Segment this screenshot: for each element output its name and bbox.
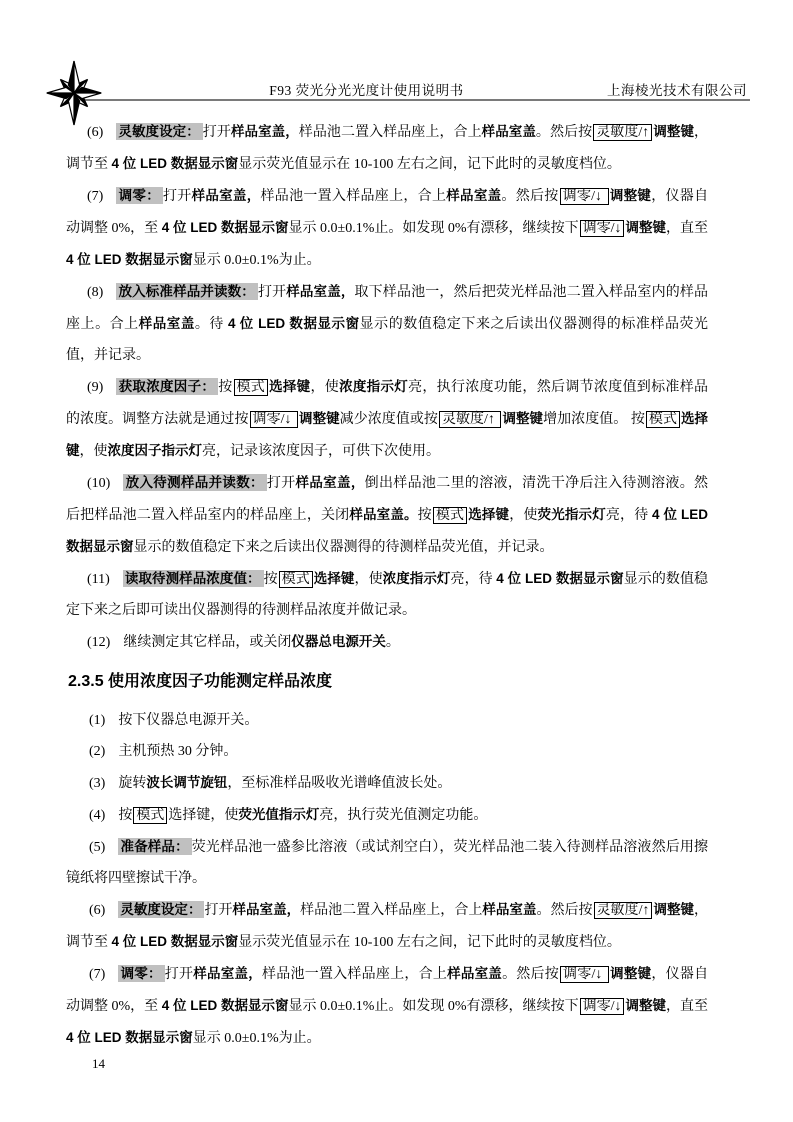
page-number: 14 (92, 1056, 105, 1071)
key-button-label: 灵敏度/↑ (439, 411, 502, 428)
bold-text-run: 样品室盖 (138, 316, 195, 331)
text-run: 打开 (202, 125, 231, 140)
text-run: 显示荧光值显示在 10-100 左右之间，记下此时的灵敏度档位。 (238, 935, 621, 950)
text-run: 亮，执行浓度功能，然后调节浓度值到标准样品的浓度。调整方法就是通过按 (66, 380, 708, 427)
text-run: 按 (417, 508, 432, 523)
key-button-label: 调零/↓ (580, 220, 625, 237)
text-run: 减少浓度值或按 (339, 412, 438, 427)
procedure-list-top (66, 116, 708, 658)
paragraph (66, 736, 708, 767)
text-run: 显示 0.0±0.1%止。如发现 0%有漂移，继续按下 (288, 999, 579, 1014)
bold-text-run: 4 位 LED 数据显示窗 (111, 934, 239, 949)
item-number: (5) (89, 840, 106, 855)
text-run: ，使 (310, 380, 340, 395)
text-run: 继续测定其它样品，或关闭 (123, 635, 292, 650)
paragraph (66, 894, 708, 958)
key-button-label: 模式 (234, 379, 269, 396)
text-run: 显示荧光值显示在 10-100 左右之间，记下此时的灵敏度档位。 (238, 157, 621, 172)
bold-text-run: 4 位 LED 数据显示窗 (66, 507, 709, 554)
bold-text-run: 4 位 LED 数据显示窗 (66, 1030, 193, 1045)
item-number: (6) (89, 903, 106, 918)
bold-text-run: 样品室盖， (286, 284, 355, 299)
item-number: (11) (87, 572, 110, 587)
bold-text-run: 调整键 (653, 902, 695, 917)
bold-text-run: 样品室盖， (295, 475, 365, 490)
bold-text-run: 样品室盖 (482, 902, 537, 917)
text-run: 。然后按 (535, 125, 593, 140)
text-run: ，使 (79, 444, 108, 459)
highlighted-label: 获取浓度因子： (116, 378, 218, 395)
text-run: ，至标准样品吸收光谱峰值波长处。 (227, 776, 452, 791)
item-number: (6) (87, 125, 104, 140)
paragraph (66, 116, 708, 180)
text-run: 。然后按 (501, 189, 559, 204)
paragraph (66, 563, 708, 626)
text-run: 打开 (164, 967, 194, 982)
bold-text-run: 4 位 LED 数据显示窗 (228, 316, 360, 331)
text-run: 亮，记录该浓度因子，可供下次使用。 (202, 444, 440, 459)
text-run: ，调节至 (66, 903, 709, 950)
bold-text-run: 选择键 (468, 507, 510, 522)
text-run: ，仪器自动调整 0%，至 (66, 189, 709, 236)
text-run: 显示的数值稳定下来之后读出仪器测得的待测样品荧光值，并记录。 (133, 540, 554, 555)
text-run: 倒出样品池二里的溶液，清洗干净后注入待测溶液。然后把样品池二置入样品室内的样品座上，关闭 (66, 476, 709, 523)
bold-text-run: 样品室盖。 (349, 507, 418, 522)
bold-text-run: 调整键 (625, 220, 666, 235)
bold-text-run: 荧光值指示灯 (238, 807, 320, 822)
paragraph (66, 958, 708, 1054)
bold-text-run: 样品室盖， (230, 124, 299, 139)
paragraph (66, 467, 708, 563)
key-button-label: 模式 (646, 411, 680, 428)
item-number: (8) (87, 285, 104, 300)
item-number: (4) (89, 808, 106, 823)
item-number: (2) (89, 744, 106, 759)
bold-text-run: 样品室盖， (232, 902, 301, 917)
text-run: 旋转 (118, 776, 147, 791)
paragraph (66, 276, 708, 371)
bold-text-run: 样品室盖 (481, 124, 536, 139)
bold-text-run: 样品室盖 (447, 966, 503, 981)
bold-text-run: 浓度因子指示灯 (107, 443, 202, 458)
text-run: 显示 0.0±0.1%止。如发现 0%有漂移，继续按下 (288, 221, 579, 236)
key-button-label: 调零/↓ (560, 188, 609, 205)
bold-text-run: 样品室盖， (191, 188, 261, 203)
text-run: ，仪器自动调整 0%，至 (66, 967, 709, 1014)
text-run: 。然后按 (536, 903, 593, 918)
bold-text-run: 选择键 (313, 571, 355, 586)
text-run: 显示的数值稳定下来之后读出仪器测得的标准样品荧光值，并记录。 (66, 317, 709, 363)
bold-text-run: 波长调节旋钮 (146, 775, 228, 790)
text-run: 显示 0.0±0.1%为止。 (192, 253, 321, 268)
highlighted-label: 放入待测样品并读数： (123, 474, 267, 491)
key-button-label: 灵敏度/↑ (594, 902, 653, 919)
item-number: (7) (89, 967, 106, 982)
item-number: (3) (89, 776, 106, 791)
bold-text-run: 4 位 LED 数据显示窗 (496, 571, 624, 586)
bold-text-run: 调整键 (653, 124, 695, 139)
text-run: 。 (385, 635, 400, 650)
bold-text-run: 选择键 (269, 379, 311, 394)
text-run: 显示的数值稳定下来之后即可读出仪器测得的待测样品浓度并做记录。 (66, 572, 709, 618)
bold-text-run: 选择键 (66, 411, 709, 458)
paragraph (66, 767, 708, 799)
highlighted-label: 放入标准样品并读数： (116, 283, 258, 300)
text-run: 亮，待 (450, 572, 497, 587)
text-run: 按 (218, 380, 233, 395)
text-run: 样品池一置入样品座上，合上 (260, 189, 447, 204)
item-number: (12) (87, 635, 111, 650)
bold-text-run: 样品室盖 (446, 188, 502, 203)
paragraph (66, 180, 708, 276)
document-title: F93 荧光分光光度计使用说明书 (269, 83, 464, 98)
text-run: 打开 (204, 903, 233, 918)
text-run: 按 (263, 572, 278, 587)
text-run: ，直至 (666, 999, 709, 1014)
text-run: 样品池二置入样品座上，合上 (300, 903, 483, 918)
text-run: 显示 0.0±0.1%为止。 (192, 1031, 321, 1046)
bold-text-run: 调整键 (610, 966, 652, 981)
key-button-label: 灵敏度/↑ (593, 124, 652, 141)
key-button-label: 调零/↓ (560, 966, 609, 983)
key-button-label: 模式 (133, 807, 167, 824)
text-run: 增加浓度值。 按 (543, 412, 645, 427)
bold-text-run: 4 位 LED 数据显示窗 (161, 998, 289, 1013)
text-run: 。然后按 (502, 967, 560, 982)
text-run: 取下样品池一，然后把荧光样品池二置入样品室内的样品座上。合上 (66, 285, 709, 332)
paragraph (66, 371, 708, 467)
text-run: 按下仪器总电源开关。 (118, 713, 259, 728)
text-run: 按 (118, 808, 133, 823)
bold-text-run: 浓度指示灯 (382, 571, 451, 586)
bold-text-run: 仪器总电源开关 (291, 634, 386, 649)
text-run: 亮，执行荧光值测定功能。 (319, 808, 488, 823)
key-button-label: 模式 (433, 507, 467, 524)
procedure-list-bottom (66, 705, 708, 1054)
bold-text-run: 调整键 (502, 411, 544, 426)
bold-text-run: 4 位 LED 数据显示窗 (161, 220, 289, 235)
highlighted-label: 读取待测样品浓度值： (123, 570, 264, 587)
header-rule (78, 99, 750, 101)
text-run: ，调节至 (66, 125, 709, 172)
paragraph (66, 831, 708, 894)
text-run: 选择键，使 (168, 808, 239, 823)
text-run: 样品池一置入样品座上，合上 (261, 967, 448, 982)
bold-text-run: 4 位 LED 数据显示窗 (111, 156, 239, 171)
text-run: ，使 (354, 572, 383, 587)
text-run: 样品池二置入样品座上，合上 (298, 125, 482, 140)
bold-text-run: 荧光指示灯 (537, 507, 606, 522)
text-run: 。待 (194, 317, 228, 332)
item-number: (7) (87, 189, 104, 204)
paragraph (66, 626, 708, 658)
text-run: ，直至 (666, 221, 709, 236)
bold-text-run: 样品室盖， (193, 966, 262, 981)
highlighted-label: 灵敏度设定： (118, 901, 204, 918)
highlighted-label: 准备样品： (118, 838, 191, 855)
page-content (66, 116, 708, 1054)
key-button-label: 调零/↓ (580, 998, 625, 1015)
paragraph (66, 705, 708, 736)
bold-text-run: 调整键 (299, 411, 340, 426)
highlighted-label: 调零： (116, 187, 163, 204)
text-run: 打开 (266, 476, 296, 491)
text-run: 打开 (257, 285, 287, 300)
text-run: 亮，待 (605, 508, 653, 523)
text-run: 荧光样品池一盛参比溶液（或试剂空白），荧光样品池二装入待测样品溶液然后用擦镜纸将四壁擦试干净。 (66, 840, 709, 886)
bold-text-run: 浓度指示灯 (339, 379, 409, 394)
section-heading: 2.3.5 使用浓度因子功能测定样品浓度 (68, 673, 333, 690)
item-number: (1) (89, 713, 106, 728)
highlighted-label: 调零： (118, 965, 164, 982)
item-number: (9) (87, 380, 104, 395)
paragraph (66, 799, 708, 831)
bold-text-run: 4 位 LED 数据显示窗 (66, 252, 193, 267)
text-run: 主机预热 30 分钟。 (118, 744, 238, 759)
text-run: ，使 (509, 508, 538, 523)
bold-text-run: 调整键 (609, 188, 652, 203)
company-name: 上海棱光技术有限公司 (607, 83, 747, 98)
key-button-label: 模式 (279, 571, 313, 588)
text-run: 打开 (162, 189, 192, 204)
bold-text-run: 调整键 (625, 998, 666, 1013)
item-number: (10) (87, 476, 111, 491)
highlighted-label: 灵敏度设定： (116, 123, 202, 140)
key-button-label: 调零/↓ (250, 411, 299, 428)
compass-logo-icon (42, 56, 106, 130)
